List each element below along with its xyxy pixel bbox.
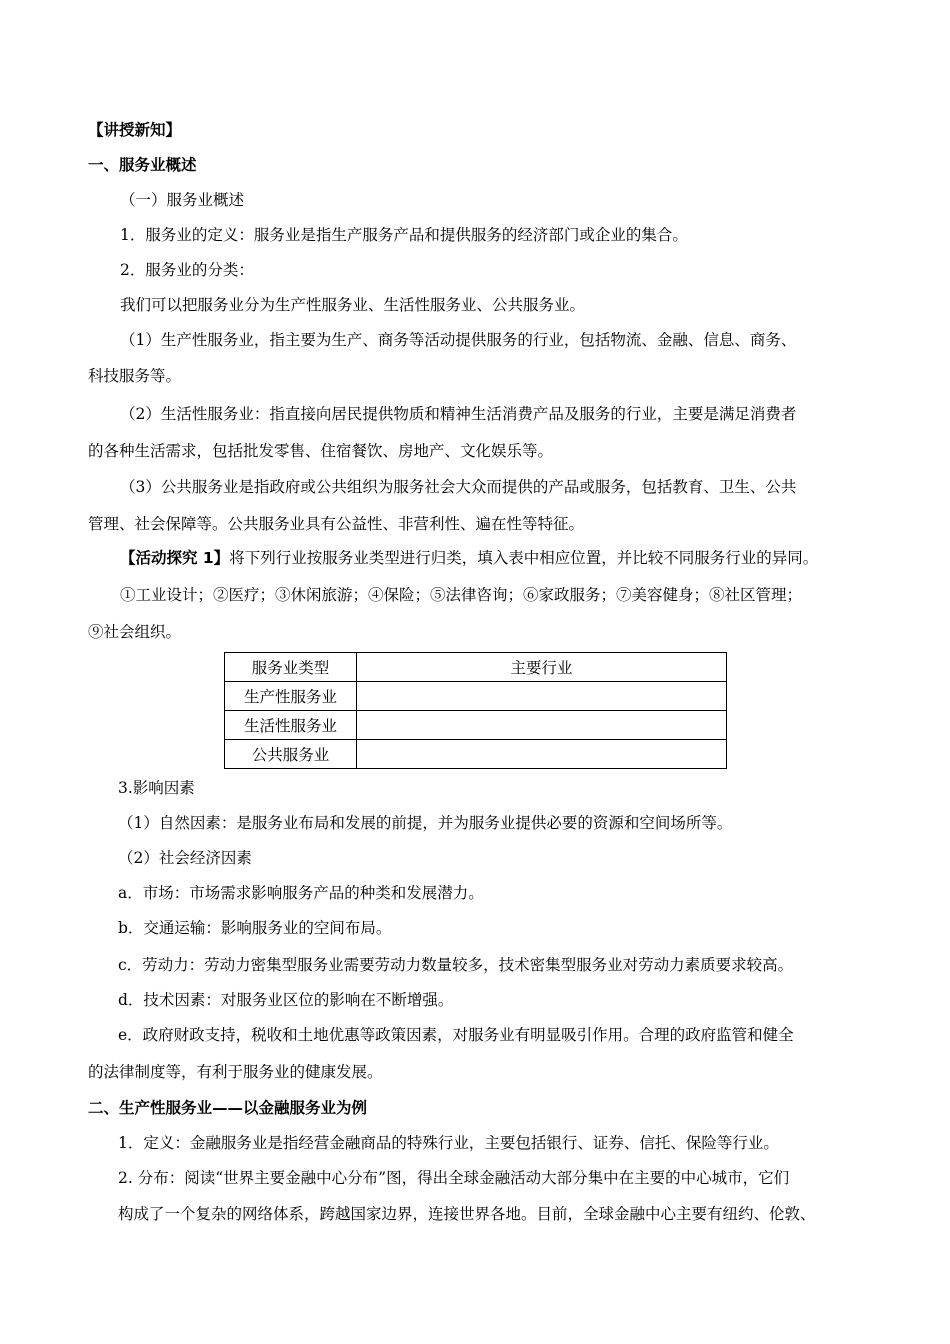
activity-text: 将下列行业按服务业类型进行归类，填入表中相应位置，并比较不同服务行业的异同。 [229, 549, 819, 567]
table-row-label: 生活性服务业 [225, 711, 357, 740]
table-header-row [225, 653, 727, 682]
table-empty-cell[interactable] [357, 740, 727, 769]
public-service-line-1: （3）公共服务业是指政府或公共组织为服务社会大众而提供的产品或服务，包括教育、卫生、公共 [120, 478, 797, 496]
classification-intro: 我们可以把服务业分为生产性服务业、生活性服务业、公共服务业。 [120, 296, 586, 314]
productive-service-line-2: 科技服务等。 [88, 367, 182, 385]
table-row [225, 711, 727, 740]
factor-government-line-2: 的法律制度等，有利于服务业的健康发展。 [88, 1063, 383, 1081]
table-row [225, 682, 727, 711]
table-header-cell: 服务业类型 [225, 653, 357, 682]
table-empty-cell[interactable] [357, 682, 727, 711]
section-2-title: 二、生产性服务业——以金融服务业为例 [88, 1099, 368, 1117]
factor-government-line-1: e．政府财政支持，税收和土地优惠等政策因素，对服务业有明显吸引作用。合理的政府监管和健全 [118, 1026, 794, 1044]
table-row [225, 740, 727, 769]
activity-paragraph [120, 548, 818, 568]
factor-transport: b．交通运输：影响服务业的空间布局。 [118, 919, 392, 937]
table-row-label: 公共服务业 [225, 740, 357, 769]
table-header-cell: 主要行业 [357, 653, 727, 682]
table-row-label: 生产性服务业 [225, 682, 357, 711]
finance-definition: 1．定义：金融服务业是指经营金融商品的特殊行业，主要包括银行、证券、信托、保险等行业。 [118, 1134, 779, 1152]
activity-label: 【活动探究 1】 [120, 549, 230, 567]
definition-paragraph: 1．服务业的定义：服务业是指生产服务产品和提供服务的经济部门或企业的集合。 [120, 226, 688, 244]
productive-service-line-1: （1）生产性服务业，指主要为生产、商务等活动提供服务的行业，包括物流、金融、信息、商务、 [120, 331, 797, 349]
lesson-heading: 【讲授新知】 [88, 121, 182, 139]
consumer-service-line-2: 的各种生活需求，包括批发零售、住宿餐饮、房地产、文化娱乐等。 [88, 442, 554, 460]
public-service-line-2: 管理、社会保障等。公共服务业具有公益性、非营利性、遍在性等特征。 [88, 515, 585, 533]
section-1-title: 一、服务业概述 [88, 156, 197, 174]
table-empty-cell[interactable] [357, 711, 727, 740]
socioeconomic-factor-title: （2）社会经济因素 [118, 849, 252, 867]
factor-market: a．市场：市场需求影响服务产品的种类和发展潜力。 [118, 884, 484, 902]
classification-table [224, 652, 727, 769]
natural-factor: （1）自然因素：是服务业布局和发展的前提，并为服务业提供必要的资源和空间场所等。 [118, 814, 733, 832]
factors-title: 3.影响因素 [118, 779, 195, 797]
subsection-title: （一）服务业概述 [120, 191, 245, 209]
finance-distribution-line-1: 2. 分布：阅读“世界主要金融中心分布”图，得出全球金融活动大部分集中在主要的中心城市，它们 [118, 1169, 790, 1187]
industry-list-line-1: ①工业设计；②医疗；③休闲旅游；④保险；⑤法律咨询；⑥家政服务；⑦美容健身；⑧社区管理； [120, 586, 803, 604]
consumer-service-line-1: （2）生活性服务业：指直接向居民提供物质和精神生活消费产品及服务的行业，主要是满足消费者 [120, 405, 797, 423]
industry-list-line-2: ⑨社会组织。 [88, 623, 182, 641]
finance-distribution-line-2: 构成了一个复杂的网络体系，跨越国家边界，连接世界各地。目前，全球金融中心主要有纽约、伦敦、 [118, 1205, 816, 1223]
classification-title: 2．服务业的分类： [120, 261, 254, 279]
factor-labor: c．劳动力：劳动力密集型服务业需要劳动力数量较多，技术密集型服务业对劳动力素质要求较高。 [118, 956, 794, 974]
factor-technology: d．技术因素：对服务业区位的影响在不断增强。 [118, 991, 454, 1009]
